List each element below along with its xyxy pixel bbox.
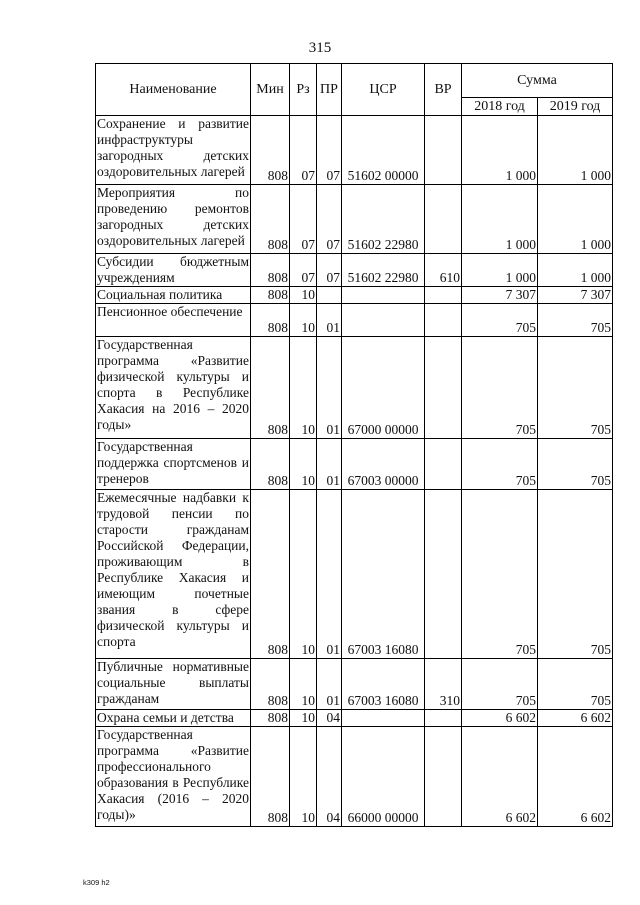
- row-rz: 07: [290, 185, 317, 254]
- row-vr: 610: [425, 254, 462, 287]
- row-pr: 07: [317, 185, 342, 254]
- row-sum-2018: 705: [462, 304, 538, 337]
- table-row: [96, 254, 613, 287]
- row-sum-2018: 1 000: [462, 185, 538, 254]
- row-vr: [425, 337, 462, 439]
- row-vr: [425, 490, 462, 659]
- header-pr: ПР: [317, 64, 342, 116]
- row-sum-2018: 1 000: [462, 254, 538, 287]
- table-row: [96, 439, 613, 490]
- row-sum-2019: 705: [538, 439, 613, 490]
- row-csr: [342, 304, 425, 337]
- row-pr: [317, 287, 342, 304]
- row-name: Государственная поддержка спортсменов и тренеров: [96, 439, 251, 490]
- row-min: 808: [251, 116, 290, 185]
- row-pr: 01: [317, 659, 342, 710]
- row-pr: 01: [317, 490, 342, 659]
- table-row: [96, 304, 613, 337]
- row-rz: 10: [290, 304, 317, 337]
- table-row: [96, 185, 613, 254]
- row-rz: 10: [290, 490, 317, 659]
- row-name: Государственная программа «Развитие профессионального образования в Республике Хакасия (2016 – 2020 годы)»: [96, 727, 251, 827]
- row-min: 808: [251, 439, 290, 490]
- row-sum-2019: 1 000: [538, 185, 613, 254]
- row-min: 808: [251, 254, 290, 287]
- row-vr: 310: [425, 659, 462, 710]
- row-rz: 10: [290, 727, 317, 827]
- row-sum-2018: 705: [462, 337, 538, 439]
- row-vr: [425, 710, 462, 727]
- header-csr: ЦСР: [342, 64, 425, 116]
- row-sum-2019: 1 000: [538, 116, 613, 185]
- row-pr: 04: [317, 727, 342, 827]
- row-name: Социальная политика: [96, 287, 251, 304]
- row-sum-2018: 6 602: [462, 710, 538, 727]
- header-sum: Сумма: [462, 64, 613, 98]
- row-sum-2018: 6 602: [462, 727, 538, 827]
- row-csr: 67003 16080: [342, 490, 425, 659]
- row-sum-2018: 705: [462, 490, 538, 659]
- row-sum-2018: 1 000: [462, 116, 538, 185]
- row-min: 808: [251, 287, 290, 304]
- header-min: Мин: [251, 64, 290, 116]
- header-vr: ВР: [425, 64, 462, 116]
- row-name: Пенсионное обеспечение: [96, 304, 251, 337]
- row-rz: 10: [290, 287, 317, 304]
- row-csr: [342, 287, 425, 304]
- row-csr: [342, 710, 425, 727]
- row-min: 808: [251, 490, 290, 659]
- budget-table: [95, 63, 613, 827]
- table-row: [96, 287, 613, 304]
- row-min: 808: [251, 727, 290, 827]
- row-csr: 51602 22980: [342, 254, 425, 287]
- row-vr: [425, 287, 462, 304]
- header-name: Наименование: [96, 64, 251, 116]
- row-vr: [425, 116, 462, 185]
- page-number: 315: [308, 40, 332, 56]
- row-csr: 67003 00000: [342, 439, 425, 490]
- row-name: Сохранение и развитие инфраструктуры загородных детских оздоровительных лагерей: [96, 116, 251, 185]
- row-name: Мероприятия по проведению ремонтов загородных детских оздоровительных лагерей: [96, 185, 251, 254]
- row-sum-2019: 705: [538, 490, 613, 659]
- row-min: 808: [251, 185, 290, 254]
- row-rz: 10: [290, 439, 317, 490]
- row-sum-2018: 705: [462, 439, 538, 490]
- table-row: [96, 337, 613, 439]
- row-min: 808: [251, 659, 290, 710]
- row-sum-2019: 705: [538, 337, 613, 439]
- row-sum-2019: 6 602: [538, 710, 613, 727]
- row-name: Охрана семьи и детства: [96, 710, 251, 727]
- row-pr: 07: [317, 116, 342, 185]
- row-min: 808: [251, 337, 290, 439]
- row-csr: 67003 16080: [342, 659, 425, 710]
- row-rz: 10: [290, 659, 317, 710]
- row-sum-2019: 7 307: [538, 287, 613, 304]
- row-name: Государственная программа «Развитие физической культуры и спорта в Республике Хакасия на 2016 – 2020 годы»: [96, 337, 251, 439]
- row-name: Ежемесячные надбавки к трудовой пенсии по старости гражданам Российской Федерации, проживающим в Республике Хакасия и имеющим почетные звания в сфере физической культуры и спорта: [96, 490, 251, 659]
- row-rz: 07: [290, 116, 317, 185]
- table-row: [96, 116, 613, 185]
- row-csr: 51602 22980: [342, 185, 425, 254]
- row-pr: 01: [317, 439, 342, 490]
- row-vr: [425, 727, 462, 827]
- row-min: 808: [251, 304, 290, 337]
- row-rz: 07: [290, 254, 317, 287]
- row-sum-2019: 6 602: [538, 727, 613, 827]
- row-pr: 07: [317, 254, 342, 287]
- row-vr: [425, 185, 462, 254]
- header-rz: Рз: [290, 64, 317, 116]
- table-row: [96, 659, 613, 710]
- row-pr: 01: [317, 337, 342, 439]
- row-pr: 01: [317, 304, 342, 337]
- row-name: Публичные нормативные социальные выплаты гражданам: [96, 659, 251, 710]
- footer-code: k309 h2: [83, 878, 110, 887]
- row-csr: 66000 00000: [342, 727, 425, 827]
- row-sum-2018: 7 307: [462, 287, 538, 304]
- table-row: [96, 727, 613, 827]
- row-rz: 10: [290, 337, 317, 439]
- row-min: 808: [251, 710, 290, 727]
- row-sum-2019: 1 000: [538, 254, 613, 287]
- row-sum-2019: 705: [538, 659, 613, 710]
- row-sum-2019: 705: [538, 304, 613, 337]
- header-year-2018: 2018 год: [462, 98, 538, 116]
- header-year-2019: 2019 год: [538, 98, 613, 116]
- row-name: Субсидии бюджетным учреждениям: [97, 254, 249, 285]
- row-vr: [425, 439, 462, 490]
- table-row: [96, 710, 613, 727]
- row-sum-2018: 705: [462, 659, 538, 710]
- row-vr: [425, 304, 462, 337]
- row-rz: 10: [290, 710, 317, 727]
- row-pr: 04: [317, 710, 342, 727]
- table-row: [96, 490, 613, 659]
- row-csr: 51602 00000: [342, 116, 425, 185]
- row-csr: 67000 00000: [342, 337, 425, 439]
- budget-table-container: [95, 63, 613, 827]
